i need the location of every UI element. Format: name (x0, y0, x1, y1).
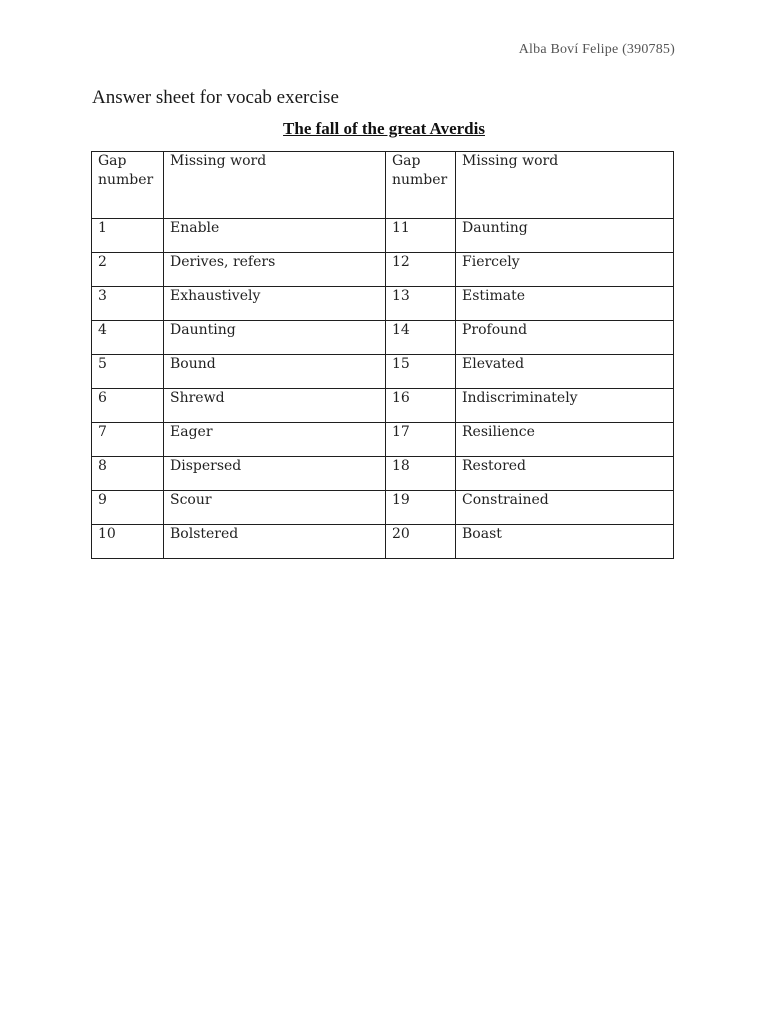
missing-word-cell: Fiercely (456, 253, 674, 287)
header-gap-number-right: Gap number (386, 152, 456, 219)
gap-number-cell: 16 (386, 389, 456, 423)
document-heading: Answer sheet for vocab exercise (92, 87, 339, 108)
missing-word-cell: Bound (164, 355, 386, 389)
missing-word-cell: Boast (456, 525, 674, 559)
gap-number-cell: 2 (92, 253, 164, 287)
table-row (92, 355, 674, 389)
document-title: The fall of the great Averdis (283, 119, 485, 138)
missing-word-cell: Shrewd (164, 389, 386, 423)
gap-number-cell: 5 (92, 355, 164, 389)
gap-number-cell: 9 (92, 491, 164, 525)
missing-word-cell: Elevated (456, 355, 674, 389)
table-row (92, 491, 674, 525)
gap-number-cell: 11 (386, 219, 456, 253)
gap-number-cell: 20 (386, 525, 456, 559)
author-header: Alba Boví Felipe (390785) (518, 42, 675, 57)
table-row (92, 219, 674, 253)
table-row (92, 287, 674, 321)
missing-word-cell: Scour (164, 491, 386, 525)
table-row (92, 457, 674, 491)
gap-number-cell: 13 (386, 287, 456, 321)
header-gap-number-left: Gap number (92, 152, 164, 219)
gap-number-cell: 4 (92, 321, 164, 355)
missing-word-cell: Indiscriminately (456, 389, 674, 423)
missing-word-cell: Dispersed (164, 457, 386, 491)
missing-word-cell: Resilience (456, 423, 674, 457)
table-header-row (92, 152, 674, 219)
gap-number-cell: 1 (92, 219, 164, 253)
gap-number-cell: 17 (386, 423, 456, 457)
missing-word-cell: Daunting (456, 219, 674, 253)
gap-number-cell: 7 (92, 423, 164, 457)
gap-number-cell: 14 (386, 321, 456, 355)
table-row (92, 525, 674, 559)
table-row (92, 253, 674, 287)
gap-number-cell: 8 (92, 457, 164, 491)
gap-number-cell: 6 (92, 389, 164, 423)
gap-number-cell: 12 (386, 253, 456, 287)
missing-word-cell: Estimate (456, 287, 674, 321)
gap-number-cell: 10 (92, 525, 164, 559)
missing-word-cell: Constrained (456, 491, 674, 525)
header-missing-word-right: Missing word (456, 152, 674, 219)
answer-table (91, 151, 674, 559)
gap-number-cell: 19 (386, 491, 456, 525)
missing-word-cell: Profound (456, 321, 674, 355)
missing-word-cell: Exhaustively (164, 287, 386, 321)
missing-word-cell: Enable (164, 219, 386, 253)
missing-word-cell: Daunting (164, 321, 386, 355)
gap-number-cell: 15 (386, 355, 456, 389)
table-row (92, 389, 674, 423)
missing-word-cell: Eager (164, 423, 386, 457)
header-missing-word-left: Missing word (164, 152, 386, 219)
gap-number-cell: 18 (386, 457, 456, 491)
table-row (92, 423, 674, 457)
missing-word-cell: Bolstered (164, 525, 386, 559)
missing-word-cell: Restored (456, 457, 674, 491)
gap-number-cell: 3 (92, 287, 164, 321)
missing-word-cell: Derives, refers (164, 253, 386, 287)
table-row (92, 321, 674, 355)
